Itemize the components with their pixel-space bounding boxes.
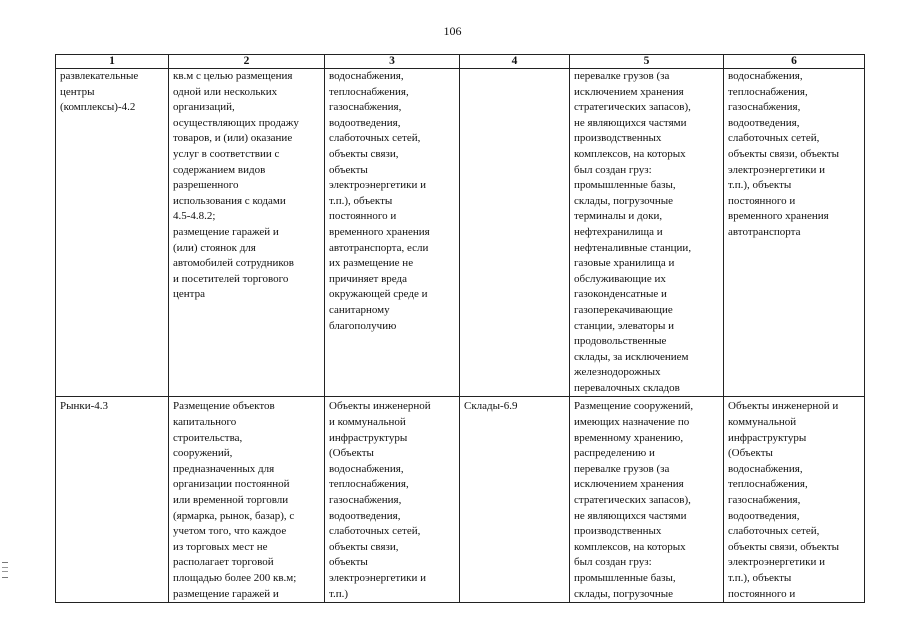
cell-text-line: благополучию — [329, 319, 397, 332]
cell-text-line: (ярмарка, рынок, базар), с — [173, 509, 295, 522]
cell-text-line: нефтехранилища и — [574, 225, 663, 238]
cell-text-line: инфраструктуры — [329, 431, 408, 444]
cell-text-line: водоотведения, — [728, 509, 800, 522]
table-cell — [325, 397, 460, 603]
cell-text-line: исключением хранения — [574, 85, 684, 98]
cell-text-line: Объекты инженерной и — [728, 400, 839, 413]
cell-text-line: располагает торговой — [173, 556, 274, 569]
cell-text-line: предназначенных для — [173, 462, 275, 475]
cell-text-line: газоснабжения, — [728, 494, 801, 507]
cell-text-line: Объекты инженерной — [329, 400, 431, 413]
cell-text-line: водоснабжения, — [728, 70, 803, 82]
table-cell — [724, 397, 865, 603]
cell-text-line: электроэнергетики и — [329, 572, 426, 584]
cell-text-line: услуг в соответствии с — [173, 147, 280, 160]
cell-text-line: слаботочных сетей, — [329, 132, 421, 145]
cell-text-line: строительства, — [173, 431, 243, 444]
cell-text-line: т.п.), объекты — [728, 179, 792, 192]
table-cell — [570, 69, 724, 397]
cell-text-line: терминалы и доки, — [574, 210, 663, 223]
column-header: 5 — [570, 55, 724, 69]
cell-text-line: обслуживающие их — [574, 272, 666, 285]
cell-text-line: водоотведения, — [728, 116, 800, 129]
cell-text-line: слаботочных сетей, — [329, 525, 421, 538]
cell-text-line: водоотведения, — [329, 509, 401, 522]
cell-text-line: перевалочных складов — [574, 381, 680, 394]
column-header: 2 — [169, 55, 325, 69]
cell-text-line: (или) стоянок для — [173, 241, 256, 254]
cell-text-line: и посетителей торгового — [173, 272, 289, 285]
cell-text-line: стратегических запасов), — [574, 101, 691, 114]
cell-text-line: Склады-6.9 — [464, 400, 518, 413]
cell-text-line: постоянного и — [728, 587, 796, 600]
cell-text-line: стратегических запасов), — [574, 494, 691, 507]
table-cell — [169, 69, 325, 397]
cell-text-line: склады, за исключением — [574, 350, 689, 363]
cell-text-line: площадью более 200 кв.м; — [173, 572, 297, 584]
table-row — [56, 397, 865, 603]
table-cell — [460, 397, 570, 603]
cell-text-line: объекты связи, объекты — [728, 147, 840, 160]
cell-text-line: объекты связи, — [329, 147, 399, 160]
cell-text-line: водоснабжения, — [329, 462, 404, 475]
cell-text-line: причиняет вреда — [329, 272, 407, 285]
cell-text-line: или временной торговли — [173, 494, 289, 507]
cell-text-line: т.п.) — [329, 587, 349, 600]
cell-text-line: осуществляющих продажу — [173, 116, 299, 129]
column-header: 4 — [460, 55, 570, 69]
cell-text-line: комплексов, на которых — [574, 540, 686, 553]
cell-text-line: комплексов, на которых — [574, 147, 686, 160]
table-cell — [56, 397, 169, 603]
table-cell — [570, 397, 724, 603]
cell-text-line: коммунальной — [728, 416, 797, 429]
cell-text-line: Размещение объектов — [173, 400, 275, 413]
cell-text-line: учетом того, что каждое — [173, 525, 287, 538]
cell-text-line: центры — [60, 85, 95, 98]
cell-text-line: одной или нескольких — [173, 85, 278, 98]
cell-text-line: теплоснабжения, — [728, 85, 808, 98]
cell-text-line: водоотведения, — [329, 116, 401, 129]
scan-margin-mark — [2, 562, 8, 578]
cell-text-line: склады, погрузочные — [574, 587, 674, 600]
cell-text-line: электроэнергетики и — [329, 179, 426, 192]
cell-text-line: окружающей среде и — [329, 288, 428, 301]
cell-text-line: теплоснабжения, — [728, 478, 808, 491]
table-row — [56, 69, 865, 397]
cell-text-line: склады, погрузочные — [574, 194, 674, 207]
cell-text-line: не являющихся частями — [574, 116, 687, 129]
cell-text-line: был создан груз: — [574, 163, 652, 176]
column-header: 6 — [724, 55, 865, 69]
cell-text-line: разрешенного — [173, 179, 239, 192]
cell-text-line: перевалке грузов (за — [574, 462, 670, 475]
cell-text-line: кв.м с целью размещения — [173, 70, 293, 82]
cell-text-line: использования с кодами — [173, 194, 286, 207]
cell-text-line: промышленные базы, — [574, 179, 676, 192]
cell-text-line: инфраструктуры — [728, 431, 807, 444]
cell-text-line: центра — [173, 288, 205, 301]
cell-text-line: водоснабжения, — [329, 70, 404, 82]
cell-text-line: их размещение не — [329, 257, 414, 270]
cell-text-line: слаботочных сетей, — [728, 525, 820, 538]
cell-text-line: санитарному — [329, 303, 390, 316]
cell-text-line: газовые хранилища и — [574, 257, 675, 270]
cell-text-line: 4.5-4.8.2; — [173, 210, 216, 223]
cell-text-line: не являющихся частями — [574, 509, 687, 522]
cell-text-line: объекты — [329, 163, 368, 176]
cell-text-line: станции, элеваторы и — [574, 319, 674, 332]
cell-text-line: газоснабжения, — [329, 494, 402, 507]
cell-text-line: газоконденсатные и — [574, 288, 667, 301]
page-number: 106 — [443, 24, 462, 38]
cell-text-line: автотранспорта — [728, 225, 801, 238]
cell-text-line: сооружений, — [173, 447, 233, 460]
table-cell — [169, 397, 325, 603]
table-cell — [56, 69, 169, 397]
cell-text-line: газоснабжения, — [728, 101, 801, 114]
cell-text-line: временному хранению, — [574, 431, 684, 444]
cell-text-line: продовольственные — [574, 335, 667, 348]
cell-text-line: производственных — [574, 525, 662, 538]
cell-text-line: (Объекты — [329, 447, 374, 460]
cell-text-line: содержанием видов — [173, 163, 266, 176]
cell-text-line: временного хранения — [329, 225, 430, 238]
cell-text-line: постоянного и — [329, 210, 397, 223]
cell-text-line: Размещение сооружений, — [574, 400, 694, 413]
cell-text-line: организации постоянной — [173, 478, 290, 491]
cell-text-line: Рынки-4.3 — [60, 400, 109, 413]
table-header-row — [56, 55, 865, 69]
cell-text-line: был создан груз: — [574, 556, 652, 569]
cell-text-line: имеющих назначение по — [574, 416, 690, 429]
cell-text-line: теплоснабжения, — [329, 478, 409, 491]
cell-text-line: т.п.), объекты — [329, 194, 393, 207]
cell-text-line: и коммунальной — [329, 416, 406, 429]
cell-text-line: товаров, и (или) оказание — [173, 132, 293, 145]
cell-text-line: (Объекты — [728, 447, 773, 460]
cell-text-line: из торговых мест не — [173, 540, 268, 553]
cell-text-line: автотранспорта, если — [329, 241, 429, 254]
cell-text-line: капитального — [173, 416, 237, 429]
cell-text-line: исключением хранения — [574, 478, 684, 491]
table-cell — [724, 69, 865, 397]
cell-text-line: газоснабжения, — [329, 101, 402, 114]
cell-text-line: объекты связи, объекты — [728, 540, 840, 553]
cell-text-line: постоянного и — [728, 194, 796, 207]
cell-text-line: промышленные базы, — [574, 572, 676, 584]
column-header: 3 — [325, 55, 460, 69]
cell-text-line: газоперекачивающие — [574, 303, 673, 316]
table-cell — [460, 69, 570, 397]
cell-text-line: теплоснабжения, — [329, 85, 409, 98]
cell-text-line: автомобилей сотрудников — [173, 257, 294, 270]
cell-text-line: слаботочных сетей, — [728, 132, 820, 145]
cell-text-line: объекты — [329, 556, 368, 569]
cell-text-line: т.п.), объекты — [728, 572, 792, 584]
cell-text-line: объекты связи, — [329, 540, 399, 553]
land-use-table — [55, 54, 865, 603]
cell-text-line: размещение гаражей и — [173, 587, 279, 600]
cell-text-line: временного хранения — [728, 210, 829, 223]
cell-text-line: размещение гаражей и — [173, 225, 279, 238]
cell-text-line: распределению и — [574, 447, 655, 460]
cell-text-line: электроэнергетики и — [728, 163, 825, 176]
cell-text-line: перевалке грузов (за — [574, 70, 670, 82]
cell-text-line: (комплексы)-4.2 — [60, 101, 136, 114]
cell-text-line: водоснабжения, — [728, 462, 803, 475]
cell-text-line: нефтеналивные станции, — [574, 241, 692, 254]
table-cell — [325, 69, 460, 397]
cell-text-line: производственных — [574, 132, 662, 145]
cell-text-line: организаций, — [173, 101, 235, 114]
cell-text-line: развлекательные — [60, 70, 139, 82]
cell-text-line: электроэнергетики и — [728, 556, 825, 569]
column-header: 1 — [56, 55, 169, 69]
cell-text-line: железнодорожных — [574, 366, 661, 379]
